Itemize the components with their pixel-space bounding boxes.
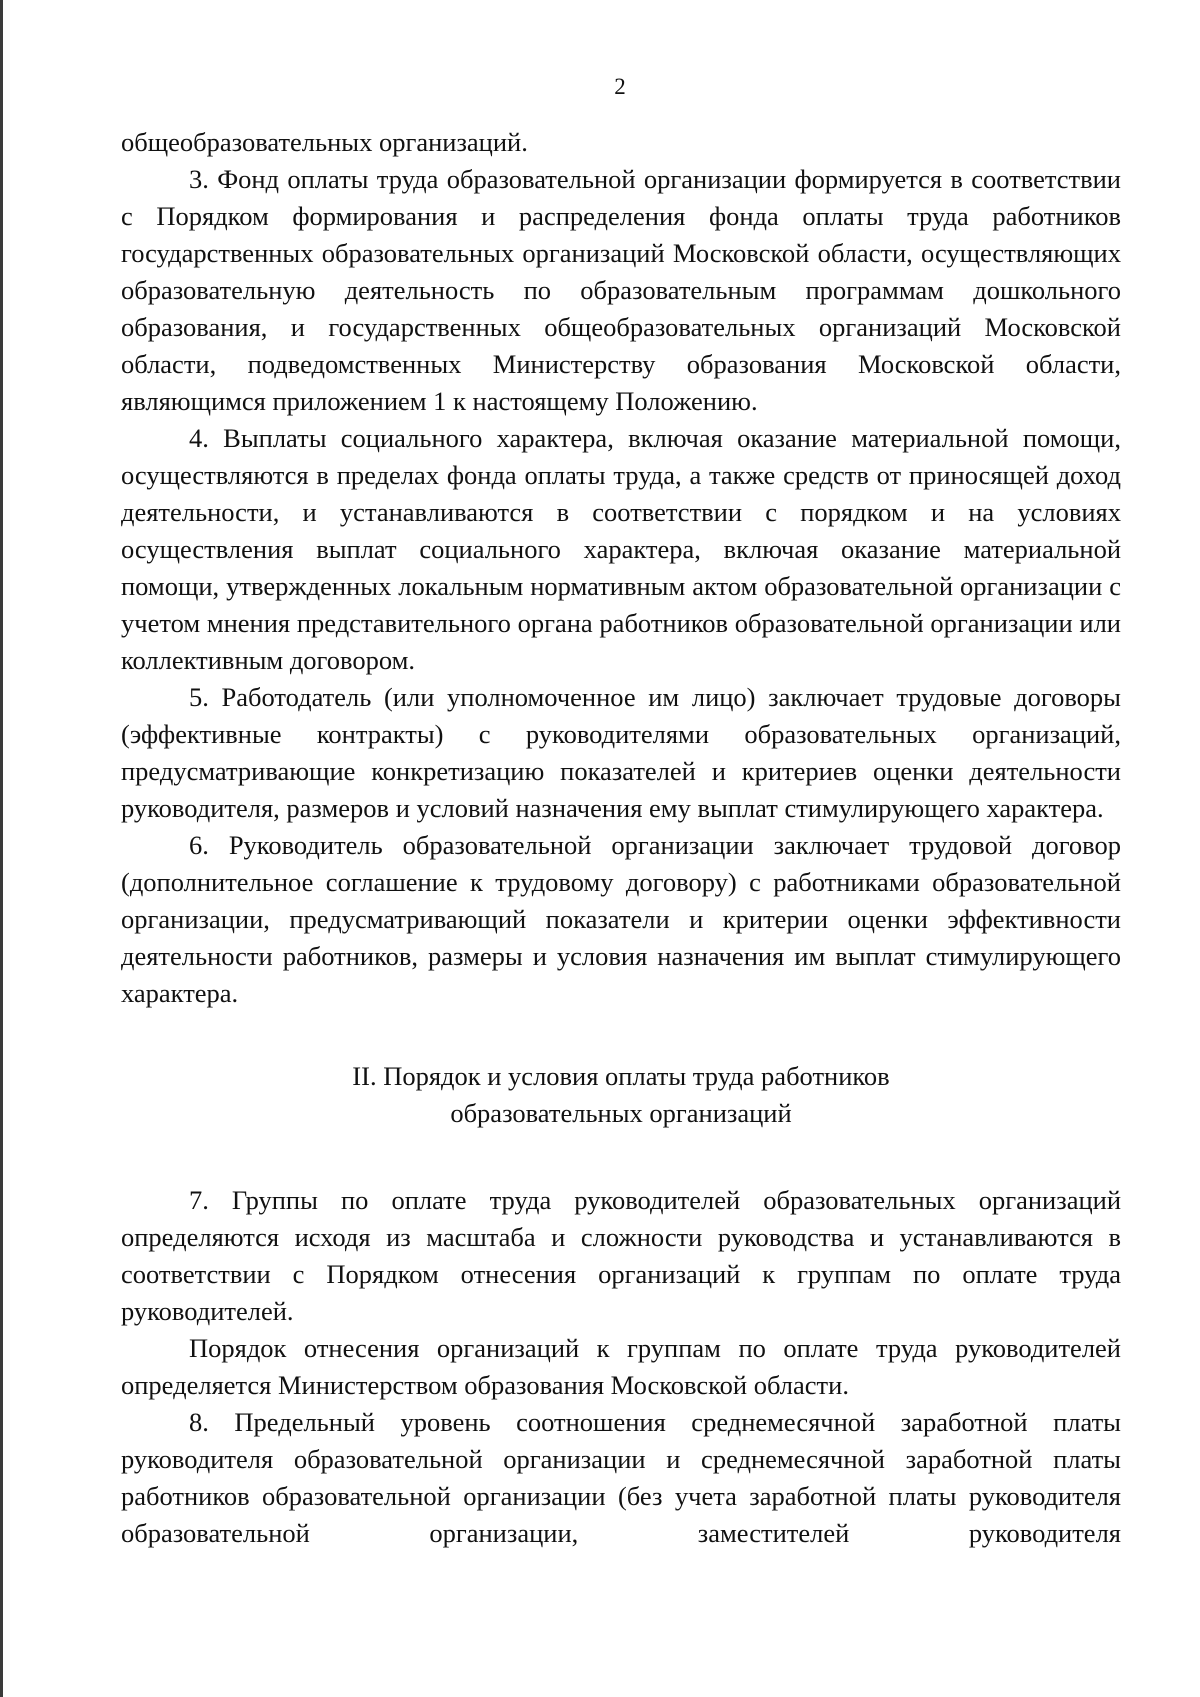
page-number: 2 [614,74,626,99]
section-heading-line-1: II. Порядок и условия оплаты труда работников [352,1061,890,1091]
paragraph-4: 4. Выплаты социального характера, включая оказание материальной помощи, осуществляются в пределах фонда оплаты труда, а также средств от приносящей доход деятельности, и устанавливаются в соответствии с порядком и на условиях осуществления выплат социального характера, включая оказание материальной помощи, утвержденных локальным нормативным актом образовательной организации с учетом мнения представительного органа работников образовательной организации или коллективным договором. [121,423,1121,675]
document-body [121,124,1121,1552]
paragraph-continuation: общеобразовательных организаций. [121,127,528,157]
paragraph-7: 7. Группы по оплате труда руководителей образовательных организаций определяются исходя из масштаба и сложности руководства и устанавливаются в соответствии с Порядком отнесения организаций к группам по оплате труда руководителей. [121,1185,1121,1326]
paragraph-5: 5. Работодатель (или уполномоченное им лицо) заключает трудовые договоры (эффективные контракты) с руководителями образовательных организаций, предусматривающие конкретизацию показателей и критериев оценки деятельности руководителя, размеров и условий назначения ему выплат стимулирующего характера. [121,682,1121,823]
scan-edge-line [0,0,3,1697]
paragraph-6: 6. Руководитель образовательной организации заключает трудовой договор (дополнительное соглашение к трудовому договору) с работниками образовательной организации, предусматривающий показатели и критерии оценки эффективности деятельности работников, размеры и условия назначения им выплат стимулирующего характера. [121,830,1121,1008]
paragraph-3: 3. Фонд оплаты труда образовательной организации формируется в соответствии с Порядком формирования и распределения фонда оплаты труда работников государственных образовательных организаций Московской области, осуществляющих образовательную деятельность по образовательным программам дошкольного образования, и государственных общеобразовательных организаций Московской области, подведомственных Министерству образования Московской области, являющимся приложением 1 к настоящему Положению. [121,164,1121,416]
paragraph-7-note: Порядок отнесения организаций к группам по оплате труда руководителей определяется Министерством образования Московской области. [121,1333,1121,1400]
section-heading [121,1058,1121,1132]
section-heading-line-2: образовательных организаций [450,1098,792,1128]
paragraph-8: 8. Предельный уровень соотношения среднемесячной заработной платы руководителя образовательной организации и среднемесячной заработной платы работников образовательной организации (без учета заработной платы руководителя образовательной организации, заместителей руководителя [121,1407,1121,1548]
